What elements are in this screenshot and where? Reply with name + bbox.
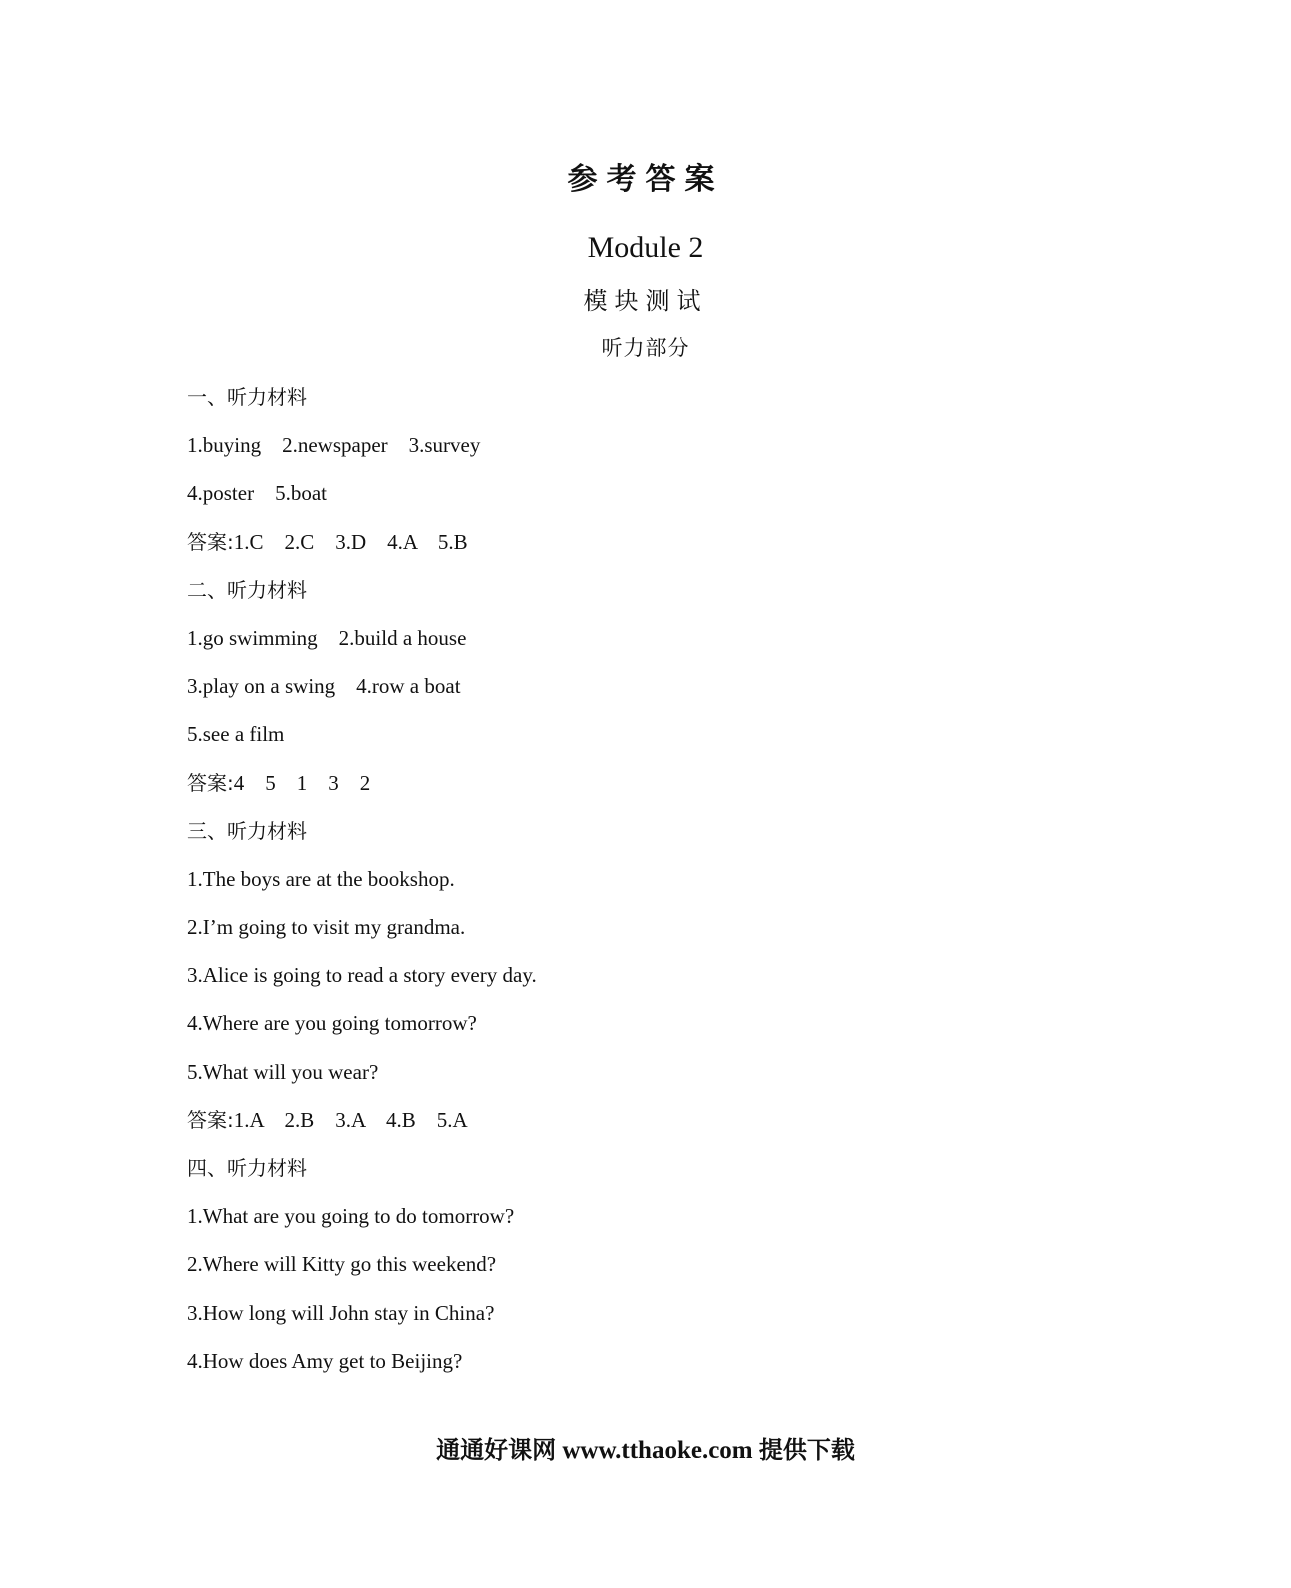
footer-site-name: 通通好课网 bbox=[436, 1436, 557, 1464]
section-heading: 三、听力材料 bbox=[187, 818, 307, 843]
section-heading: 四、听力材料 bbox=[187, 1156, 307, 1180]
material-line: 1.The boys are at the bookshop. bbox=[187, 866, 455, 891]
material-line: 4.Where are you going tomorrow? bbox=[187, 1011, 477, 1036]
answer-text: 1.A 2.B 3.A 4.B 5.A bbox=[233, 1107, 468, 1132]
footer-suffix: 提供下载 bbox=[758, 1436, 855, 1464]
material-line: 1.go swimming 2.build a house bbox=[187, 625, 467, 650]
material-line: 5.see a film bbox=[187, 722, 285, 747]
page-title: 参考答案 bbox=[567, 162, 724, 197]
answer-prefix: 答案: bbox=[187, 529, 234, 554]
material-line: 1.What are you going to do tomorrow? bbox=[187, 1204, 515, 1229]
answer-line bbox=[187, 525, 1087, 573]
section-heading: 二、听力材料 bbox=[187, 577, 307, 602]
material-line: 4.How does Amy get to Beijing? bbox=[187, 1348, 463, 1373]
answer-text: 1.C 2.C 3.D 4.A 5.B bbox=[233, 529, 468, 554]
module-test-subtitle: 模块测试 bbox=[583, 287, 708, 315]
material-line: 4.poster 5.boat bbox=[187, 481, 327, 506]
answer-content bbox=[187, 380, 1087, 1392]
material-line: 2.Where will Kitty go this weekend? bbox=[187, 1252, 497, 1277]
section-heading: 一、听力材料 bbox=[187, 385, 307, 409]
answer-line bbox=[187, 1103, 1087, 1151]
material-line: 3.play on a swing 4.row a boat bbox=[187, 674, 461, 699]
footer-url: www.tthaoke.com bbox=[562, 1437, 753, 1464]
module-title: Module 2 bbox=[587, 231, 704, 264]
answer-line bbox=[187, 766, 1087, 814]
answer-text: 4 5 1 3 2 bbox=[233, 770, 371, 795]
listening-section-title: 听力部分 bbox=[601, 336, 690, 360]
material-line: 3.Alice is going to read a story every day. bbox=[187, 963, 537, 988]
answer-prefix: 答案: bbox=[187, 1107, 234, 1132]
material-line: 2.I’m going to visit my grandma. bbox=[187, 915, 466, 940]
material-line: 1.buying 2.newspaper 3.survey bbox=[187, 433, 481, 458]
material-line: 5.What will you wear? bbox=[187, 1059, 379, 1084]
material-line: 3.How long will John stay in China? bbox=[187, 1300, 495, 1325]
answer-prefix: 答案: bbox=[187, 770, 234, 795]
footer-credit bbox=[0, 1432, 1291, 1469]
